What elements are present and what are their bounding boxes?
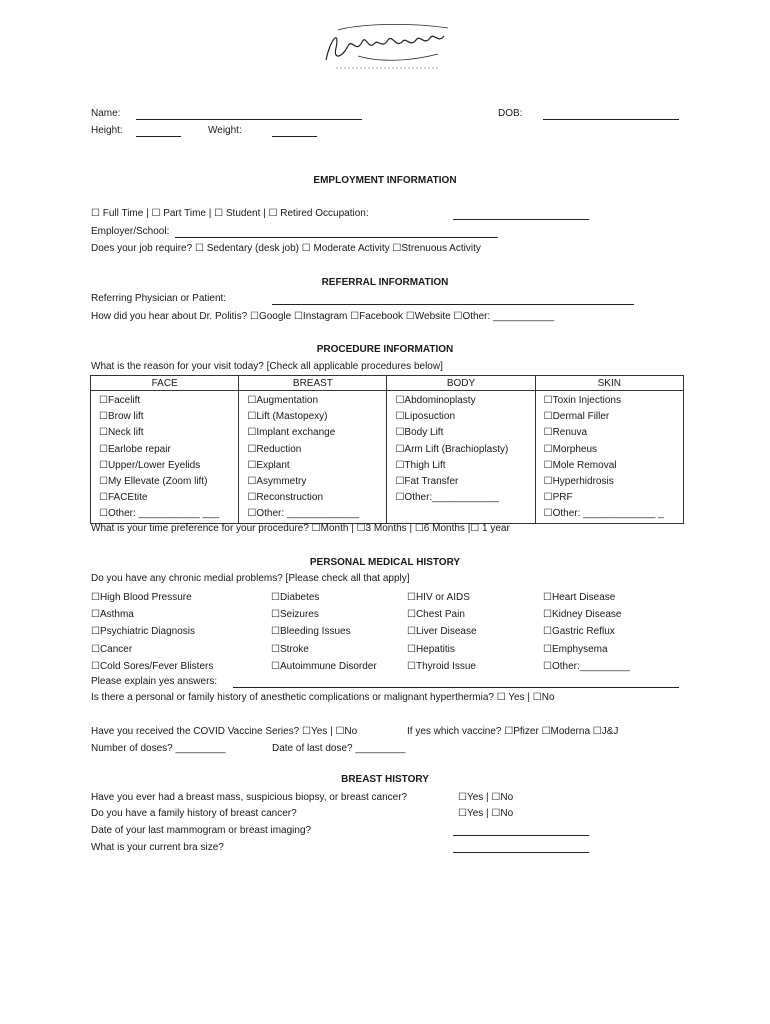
mammogram-date-question: Date of your last mammogram or breast imaging?	[91, 825, 312, 836]
procedure-option-augmentation[interactable]: ☐Augmentation	[247, 395, 319, 406]
chronic-problems-question: Do you have any chronic medial problems? [Please check all that apply]	[91, 573, 410, 584]
procedure-option-facetite[interactable]: ☐FACEtite	[99, 492, 148, 504]
condition-asthma[interactable]: ☐Asthma	[91, 609, 134, 621]
job-activity-options[interactable]: Does your job require? ☐ Sedentary (desk job) ☐ Moderate Activity ☐Strenuous Activity	[91, 243, 481, 254]
employer-field[interactable]	[175, 237, 498, 238]
weight-label: Weight:	[208, 125, 242, 136]
procedure-option-brow-lift[interactable]: ☐Brow lift	[99, 411, 144, 423]
breast-procedures-cell	[239, 391, 387, 524]
employer-label: Employer/School:	[91, 226, 170, 237]
medical-conditions-column-2	[271, 589, 377, 675]
procedure-option-explant[interactable]: ☐Explant	[247, 459, 290, 471]
bra-size-question: What is your current bra size?	[91, 842, 224, 853]
condition-psychiatric-diagnosis[interactable]: ☐Psychiatric Diagnosis	[91, 626, 195, 638]
condition-autoimmune-disorder[interactable]: ☐Autoimmune Disorder	[271, 660, 377, 672]
bra-size-field[interactable]	[453, 852, 589, 853]
referral-source-options[interactable]: How did you hear about Dr. Politis? ☐Google ☐Instagram ☐Facebook ☐Website ☐Other: ___________	[91, 311, 555, 322]
vaccine-type-options[interactable]: If yes which vaccine? ☐Pfizer ☐Moderna ☐J&J	[407, 726, 619, 737]
procedure-option-body-other[interactable]: ☐Other:____________	[395, 492, 499, 504]
last-dose-date-field[interactable]: Date of last dose? _________	[272, 743, 406, 754]
medical-history-section-title: PERSONAL MEDICAL HISTORY	[309, 557, 461, 568]
procedure-option-facelift[interactable]: ☐Facelift	[99, 395, 141, 406]
name-field[interactable]	[136, 119, 362, 120]
procedure-option-renuva[interactable]: ☐Renuva	[543, 427, 588, 439]
condition-cold-sores[interactable]: ☐Cold Sores/Fever Blisters	[91, 660, 214, 672]
condition-chest-pain[interactable]: ☐Chest Pain	[407, 609, 465, 621]
condition-stroke[interactable]: ☐Stroke	[271, 643, 309, 655]
procedure-option-abdominoplasty[interactable]: ☐Abdominoplasty	[395, 395, 476, 406]
employment-section-title: EMPLOYMENT INFORMATION	[313, 175, 457, 186]
weight-field[interactable]	[272, 136, 317, 137]
procedure-option-breast-other[interactable]: ☐Other: _____________	[247, 508, 360, 520]
medical-conditions-column-1	[91, 589, 213, 675]
condition-kidney-disease[interactable]: ☐Kidney Disease	[543, 609, 622, 621]
practice-logo	[318, 20, 458, 74]
signature-logo-graphic	[318, 20, 458, 74]
condition-liver-disease[interactable]: ☐Liver Disease	[407, 626, 477, 638]
breast-mass-options[interactable]: ☐Yes | ☐No	[458, 792, 514, 803]
skin-procedures-cell	[535, 391, 683, 524]
medical-conditions-column-4	[543, 589, 630, 675]
skin-column-header: SKIN	[535, 376, 683, 391]
condition-other[interactable]: ☐Other:_________	[543, 660, 630, 672]
retired-occupation-field[interactable]	[453, 219, 589, 220]
anesthetic-history-question[interactable]: Is there a personal or family history of anesthetic complications or malignant hyperthermia? ☐ Yes | ☐No	[91, 692, 555, 703]
procedure-section-title: PROCEDURE INFORMATION	[316, 344, 454, 355]
body-procedures-cell	[387, 391, 535, 524]
condition-hepatitis[interactable]: ☐Hepatitis	[407, 643, 455, 655]
condition-thyroid-issue[interactable]: ☐Thyroid Issue	[407, 660, 476, 672]
procedure-option-earlobe-repair[interactable]: ☐Earlobe repair	[99, 443, 171, 455]
condition-hiv-aids[interactable]: ☐HIV or AIDS	[407, 592, 470, 603]
condition-bleeding-issues[interactable]: ☐Bleeding Issues	[271, 626, 351, 638]
mammogram-date-field[interactable]	[453, 835, 589, 836]
body-column-header: BODY	[387, 376, 535, 391]
condition-heart-disease[interactable]: ☐Heart Disease	[543, 592, 616, 603]
condition-gastric-reflux[interactable]: ☐Gastric Reflux	[543, 626, 615, 638]
medical-conditions-column-3	[407, 589, 477, 675]
referring-physician-field[interactable]	[272, 304, 634, 305]
procedure-option-reconstruction[interactable]: ☐Reconstruction	[247, 492, 324, 504]
procedure-option-body-lift[interactable]: ☐Body Lift	[395, 427, 444, 439]
procedure-question: What is the reason for your visit today? [Check all applicable procedures below]	[91, 361, 443, 372]
procedure-option-asymmetry[interactable]: ☐Asymmetry	[247, 475, 307, 487]
referral-section-title: REFERRAL INFORMATION	[321, 277, 449, 288]
breast-column-header: BREAST	[239, 376, 387, 391]
height-label: Height:	[91, 125, 123, 136]
procedure-option-dermal-filler[interactable]: ☐Dermal Filler	[543, 411, 610, 423]
condition-emphysema[interactable]: ☐Emphysema	[543, 643, 608, 655]
employment-status-options[interactable]: ☐ Full Time | ☐ Part Time | ☐ Student | ☐ Retired Occupation:	[91, 208, 369, 219]
family-history-options[interactable]: ☐Yes | ☐No	[458, 808, 514, 819]
breast-mass-question: Have you ever had a breast mass, suspicious biopsy, or breast cancer?	[91, 792, 408, 803]
procedure-option-morpheus[interactable]: ☐Morpheus	[543, 443, 598, 455]
procedure-option-face-other[interactable]: ☐Other: ___________ ___	[99, 508, 220, 520]
family-history-question: Do you have a family history of breast cancer?	[91, 808, 297, 819]
procedure-option-fat-transfer[interactable]: ☐Fat Transfer	[395, 475, 459, 487]
face-column-header: FACE	[91, 376, 239, 391]
covid-vaccine-question[interactable]: Have you received the COVID Vaccine Series? ☐Yes | ☐No	[91, 726, 358, 737]
dob-field[interactable]	[543, 119, 679, 120]
procedure-option-mastopexy[interactable]: ☐Lift (Mastopexy)	[247, 411, 328, 423]
procedure-option-prf[interactable]: ☐PRF	[543, 492, 573, 504]
referring-physician-label: Referring Physician or Patient:	[91, 293, 227, 304]
condition-cancer[interactable]: ☐Cancer	[91, 643, 133, 655]
breast-history-section-title: BREAST HISTORY	[341, 774, 429, 785]
dob-label: DOB:	[498, 108, 523, 119]
procedure-option-thigh-lift[interactable]: ☐Thigh Lift	[395, 459, 446, 471]
procedure-option-hyperhidrosis[interactable]: ☐Hyperhidrosis	[543, 475, 614, 487]
height-field[interactable]	[136, 136, 181, 137]
procedure-option-reduction[interactable]: ☐Reduction	[247, 443, 302, 455]
name-label: Name:	[91, 108, 121, 119]
procedure-option-my-ellevate[interactable]: ☐My Ellevate (Zoom lift)	[99, 475, 208, 487]
condition-high-blood-pressure[interactable]: ☐High Blood Pressure	[91, 592, 192, 603]
time-preference-options[interactable]: What is your time preference for your procedure? ☐Month | ☐3 Months | ☐6 Months |☐ 1 year	[91, 523, 510, 534]
condition-seizures[interactable]: ☐Seizures	[271, 609, 319, 621]
procedure-option-mole-removal[interactable]: ☐Mole Removal	[543, 459, 617, 471]
explain-yes-field[interactable]	[233, 687, 679, 688]
procedure-option-neck-lift[interactable]: ☐Neck lift	[99, 427, 144, 439]
procedure-table	[90, 375, 684, 524]
procedure-option-skin-other[interactable]: ☐Other: _____________ _	[543, 508, 664, 520]
face-procedures-cell	[91, 391, 239, 524]
procedure-option-arm-lift[interactable]: ☐Arm Lift (Brachioplasty)	[395, 443, 509, 455]
procedure-option-eyelids[interactable]: ☐Upper/Lower Eyelids	[99, 459, 201, 471]
procedure-option-toxin-injections[interactable]: ☐Toxin Injections	[543, 395, 621, 406]
condition-diabetes[interactable]: ☐Diabetes	[271, 592, 320, 603]
procedure-option-implant-exchange[interactable]: ☐Implant exchange	[247, 427, 336, 439]
number-of-doses-field[interactable]: Number of doses? _________	[91, 743, 226, 754]
explain-yes-label: Please explain yes answers:	[91, 676, 218, 687]
procedure-option-liposuction[interactable]: ☐Liposuction	[395, 411, 456, 423]
